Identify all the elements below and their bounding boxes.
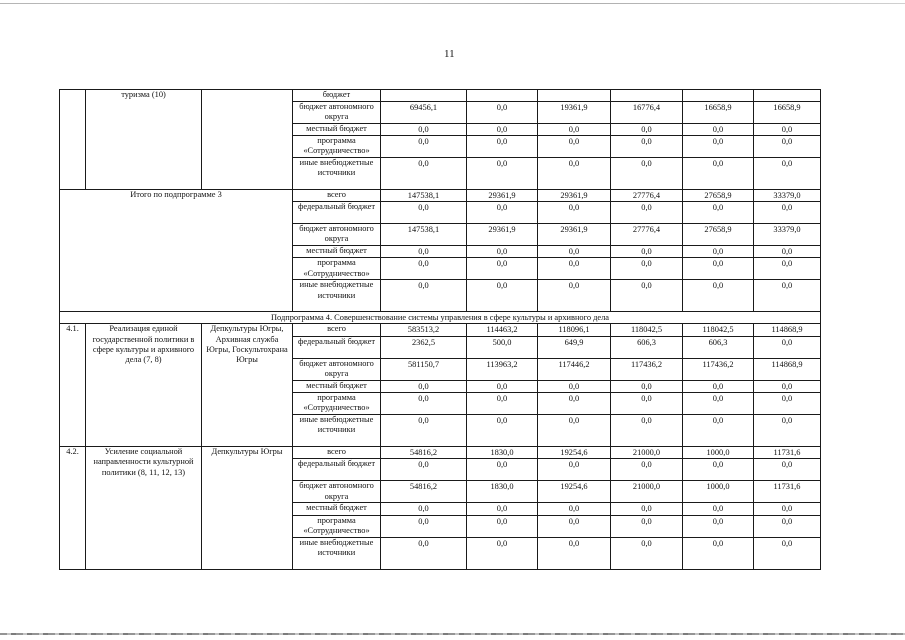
amount-cell: 0,0 — [611, 537, 683, 569]
amount-cell: 0,0 — [611, 246, 683, 258]
funding-source: программа «Сотрудничество» — [293, 258, 381, 280]
activity-name: Реализация единой государственной политики в сфере культуры и архивного дела (7, 8) — [86, 324, 202, 447]
amount-cell: 29361,9 — [538, 224, 611, 246]
amount-cell: 0,0 — [381, 135, 467, 157]
amount-cell: 0,0 — [754, 537, 821, 569]
amount-cell: 0,0 — [467, 515, 538, 537]
funding-source: бюджет автономного округа — [293, 481, 381, 503]
amount-cell: 0,0 — [754, 246, 821, 258]
amount-cell: 0,0 — [381, 258, 467, 280]
amount-cell: 0,0 — [683, 459, 754, 481]
amount-cell: 0,0 — [538, 135, 611, 157]
amount-cell: 0,0 — [611, 459, 683, 481]
scan-edge-top — [0, 3, 905, 4]
scan-edge-bottom — [0, 633, 905, 635]
amount-cell: 0,0 — [467, 393, 538, 415]
amount-cell: 0,0 — [538, 459, 611, 481]
activity-name: Усиление социальной направленности культурной политики (8, 11, 12, 13) — [86, 447, 202, 570]
amount-cell: 0,0 — [683, 246, 754, 258]
subprogram-header-row — [60, 312, 821, 324]
amount-cell: 0,0 — [381, 415, 467, 447]
subprogram-title: Подпрограмма 4. Совершенствование системы управления в сфере культуры и архивного дела — [60, 312, 821, 324]
amount-cell: 0,0 — [381, 515, 467, 537]
amount-cell: 0,0 — [611, 123, 683, 135]
amount-cell: 11731,6 — [754, 447, 821, 459]
amount-cell: 0,0 — [538, 503, 611, 515]
amount-cell — [381, 90, 467, 102]
amount-cell: 0,0 — [381, 503, 467, 515]
amount-cell: 0,0 — [754, 393, 821, 415]
amount-cell: 0,0 — [538, 515, 611, 537]
amount-cell: 0,0 — [381, 537, 467, 569]
table-row — [60, 90, 821, 102]
amount-cell: 1830,0 — [467, 447, 538, 459]
funding-source: бюджет автономного округа — [293, 102, 381, 124]
amount-cell: 0,0 — [611, 157, 683, 189]
amount-cell — [683, 90, 754, 102]
amount-cell: 0,0 — [538, 157, 611, 189]
activity-name: туризма (10) — [86, 90, 202, 190]
amount-cell: 0,0 — [754, 280, 821, 312]
funding-source: всего — [293, 189, 381, 201]
amount-cell: 0,0 — [611, 415, 683, 447]
funding-source: федеральный бюджет — [293, 336, 381, 358]
amount-cell: 0,0 — [754, 336, 821, 358]
amount-cell: 0,0 — [381, 246, 467, 258]
amount-cell: 0,0 — [754, 503, 821, 515]
amount-cell: 1830,0 — [467, 481, 538, 503]
funding-source: местный бюджет — [293, 246, 381, 258]
amount-cell: 0,0 — [611, 515, 683, 537]
amount-cell: 147538,1 — [381, 224, 467, 246]
amount-cell: 114868,9 — [754, 358, 821, 380]
amount-cell: 0,0 — [611, 503, 683, 515]
amount-cell: 581150,7 — [381, 358, 467, 380]
amount-cell: 54816,2 — [381, 481, 467, 503]
amount-cell: 0,0 — [467, 102, 538, 124]
amount-cell: 118042,5 — [611, 324, 683, 336]
funding-source: местный бюджет — [293, 380, 381, 392]
amount-cell: 113963,2 — [467, 358, 538, 380]
amount-cell: 0,0 — [611, 380, 683, 392]
funding-source: всего — [293, 447, 381, 459]
amount-cell: 0,0 — [754, 380, 821, 392]
amount-cell: 0,0 — [538, 280, 611, 312]
amount-cell: 0,0 — [467, 135, 538, 157]
amount-cell — [754, 90, 821, 102]
amount-cell: 118096,1 — [538, 324, 611, 336]
amount-cell: 0,0 — [611, 202, 683, 224]
amount-cell: 0,0 — [467, 380, 538, 392]
amount-cell: 0,0 — [754, 135, 821, 157]
amount-cell: 147538,1 — [381, 189, 467, 201]
amount-cell: 1000,0 — [683, 481, 754, 503]
amount-cell: 0,0 — [754, 515, 821, 537]
amount-cell: 0,0 — [754, 202, 821, 224]
amount-cell: 0,0 — [538, 415, 611, 447]
amount-cell: 0,0 — [754, 157, 821, 189]
amount-cell: 0,0 — [683, 515, 754, 537]
table-row — [60, 189, 821, 201]
amount-cell: 0,0 — [538, 246, 611, 258]
amount-cell: 0,0 — [538, 258, 611, 280]
amount-cell: 0,0 — [538, 202, 611, 224]
amount-cell: 0,0 — [683, 280, 754, 312]
amount-cell: 0,0 — [683, 135, 754, 157]
item-number — [60, 90, 86, 190]
amount-cell: 27776,4 — [611, 189, 683, 201]
amount-cell: 11731,6 — [754, 481, 821, 503]
item-number: 4.2. — [60, 447, 86, 570]
amount-cell: 0,0 — [381, 202, 467, 224]
amount-cell: 27658,9 — [683, 224, 754, 246]
amount-cell: 0,0 — [467, 503, 538, 515]
amount-cell: 114868,9 — [754, 324, 821, 336]
amount-cell — [611, 90, 683, 102]
budget-table — [59, 89, 821, 570]
amount-cell: 16658,9 — [683, 102, 754, 124]
funding-source: местный бюджет — [293, 503, 381, 515]
funding-source: всего — [293, 324, 381, 336]
amount-cell: 118042,5 — [683, 324, 754, 336]
amount-cell: 29361,9 — [538, 189, 611, 201]
amount-cell: 0,0 — [754, 459, 821, 481]
amount-cell: 0,0 — [467, 246, 538, 258]
amount-cell: 0,0 — [538, 537, 611, 569]
amount-cell: 27658,9 — [683, 189, 754, 201]
amount-cell: 0,0 — [467, 258, 538, 280]
amount-cell — [538, 90, 611, 102]
amount-cell: 33379,0 — [754, 224, 821, 246]
funding-source: бюджет — [293, 90, 381, 102]
amount-cell: 0,0 — [683, 537, 754, 569]
amount-cell: 16658,9 — [754, 102, 821, 124]
funding-source: местный бюджет — [293, 123, 381, 135]
amount-cell: 0,0 — [467, 280, 538, 312]
amount-cell: 1000,0 — [683, 447, 754, 459]
funding-source: иные внебюджетные источники — [293, 157, 381, 189]
amount-cell: 606,3 — [683, 336, 754, 358]
amount-cell: 500,0 — [467, 336, 538, 358]
amount-cell: 0,0 — [683, 123, 754, 135]
funding-source: федеральный бюджет — [293, 202, 381, 224]
amount-cell: 0,0 — [683, 202, 754, 224]
funding-source: программа «Сотрудничество» — [293, 135, 381, 157]
funding-source: бюджет автономного округа — [293, 358, 381, 380]
amount-cell: 0,0 — [538, 380, 611, 392]
funding-source: иные внебюджетные источники — [293, 415, 381, 447]
amount-cell: 117436,2 — [611, 358, 683, 380]
funding-source: программа «Сотрудничество» — [293, 393, 381, 415]
table-row — [60, 447, 821, 459]
amount-cell: 0,0 — [683, 415, 754, 447]
amount-cell: 0,0 — [754, 258, 821, 280]
subtotal-label: Итого по подпрограмме 3 — [60, 189, 293, 312]
page-number: 11 — [444, 48, 455, 60]
amount-cell: 0,0 — [467, 459, 538, 481]
funding-source: иные внебюджетные источники — [293, 280, 381, 312]
amount-cell: 19361,9 — [538, 102, 611, 124]
amount-cell: 117446,2 — [538, 358, 611, 380]
amount-cell: 0,0 — [754, 123, 821, 135]
responsible-executor: Депкультуры Югры, Архивная служба Югры, Госкультохрана Югры — [202, 324, 293, 447]
amount-cell: 0,0 — [381, 459, 467, 481]
amount-cell: 29361,9 — [467, 189, 538, 201]
amount-cell: 21000,0 — [611, 447, 683, 459]
amount-cell: 0,0 — [538, 393, 611, 415]
funding-source: бюджет автономного округа — [293, 224, 381, 246]
amount-cell: 21000,0 — [611, 481, 683, 503]
amount-cell: 117436,2 — [683, 358, 754, 380]
amount-cell: 0,0 — [381, 157, 467, 189]
amount-cell: 0,0 — [611, 258, 683, 280]
amount-cell: 0,0 — [683, 157, 754, 189]
amount-cell: 649,9 — [538, 336, 611, 358]
amount-cell: 0,0 — [381, 123, 467, 135]
amount-cell: 0,0 — [683, 503, 754, 515]
amount-cell: 19254,6 — [538, 481, 611, 503]
funding-source: иные внебюджетные источники — [293, 537, 381, 569]
amount-cell: 0,0 — [381, 393, 467, 415]
item-number: 4.1. — [60, 324, 86, 447]
amount-cell: 0,0 — [381, 280, 467, 312]
amount-cell: 27776,4 — [611, 224, 683, 246]
amount-cell: 69456,1 — [381, 102, 467, 124]
budget-table-body — [60, 90, 821, 570]
amount-cell: 0,0 — [611, 393, 683, 415]
amount-cell: 583513,2 — [381, 324, 467, 336]
amount-cell: 0,0 — [467, 123, 538, 135]
amount-cell: 0,0 — [467, 537, 538, 569]
amount-cell: 29361,9 — [467, 224, 538, 246]
amount-cell: 0,0 — [467, 415, 538, 447]
amount-cell: 33379,0 — [754, 189, 821, 201]
amount-cell: 606,3 — [611, 336, 683, 358]
amount-cell: 16776,4 — [611, 102, 683, 124]
amount-cell: 0,0 — [683, 393, 754, 415]
table-row — [60, 324, 821, 336]
amount-cell: 54816,2 — [381, 447, 467, 459]
responsible-executor — [202, 90, 293, 190]
amount-cell: 0,0 — [538, 123, 611, 135]
amount-cell: 0,0 — [611, 135, 683, 157]
amount-cell: 0,0 — [381, 380, 467, 392]
amount-cell: 114463,2 — [467, 324, 538, 336]
funding-source: федеральный бюджет — [293, 459, 381, 481]
amount-cell: 0,0 — [754, 415, 821, 447]
amount-cell: 0,0 — [611, 280, 683, 312]
amount-cell: 0,0 — [683, 258, 754, 280]
amount-cell: 0,0 — [467, 202, 538, 224]
responsible-executor: Депкультуры Югры — [202, 447, 293, 570]
funding-source: программа «Сотрудничество» — [293, 515, 381, 537]
amount-cell: 0,0 — [683, 380, 754, 392]
amount-cell: 0,0 — [467, 157, 538, 189]
amount-cell — [467, 90, 538, 102]
amount-cell: 19254,6 — [538, 447, 611, 459]
amount-cell: 2362,5 — [381, 336, 467, 358]
